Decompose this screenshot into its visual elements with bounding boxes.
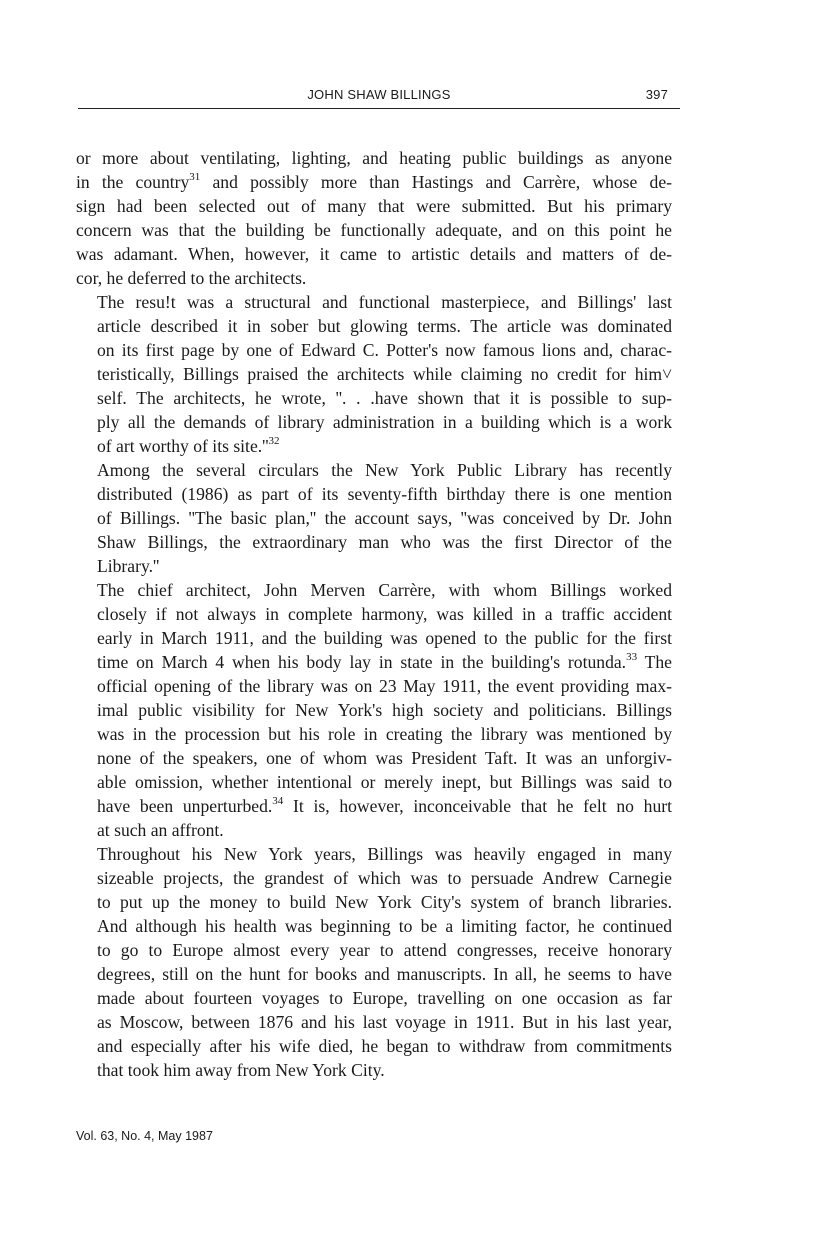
text-line: was in the procession but his role in creating the library was mentioned by bbox=[97, 724, 672, 744]
text-line bbox=[76, 170, 672, 194]
text-segment: in the country bbox=[76, 172, 190, 192]
text-line: imal public visibility for New York's high society and politicians. Billings bbox=[97, 700, 672, 720]
text-line bbox=[76, 650, 672, 674]
text-line: Among the several circulars the New York Public Library has recently bbox=[97, 460, 672, 480]
text-segment: time on March 4 when his body lay in state in the building's rotunda. bbox=[97, 652, 627, 672]
article-body bbox=[76, 146, 672, 1082]
text-line: on its first page by one of Edward C. Potter's now famous lions and, charac- bbox=[97, 340, 672, 360]
text-line: at such an affront. bbox=[97, 820, 224, 840]
paragraph-3 bbox=[76, 458, 672, 578]
text-segment: and possibly more than Hastings and Carrère, whose de- bbox=[212, 172, 672, 192]
text-line bbox=[76, 362, 672, 386]
header-rule bbox=[78, 108, 680, 109]
stray-print-mark: ˅ bbox=[662, 364, 672, 384]
running-title: JOHN SHAW BILLINGS bbox=[307, 87, 451, 102]
text-line: to put up the money to build New York City's system of branch libraries. bbox=[97, 892, 672, 912]
running-header bbox=[78, 84, 680, 104]
text-line: closely if not always in complete harmony, was killed in a traffic accident bbox=[97, 604, 672, 624]
journal-citation: Vol. 63, No. 4, May 1987 bbox=[76, 1129, 213, 1143]
text-line: to go to Europe almost every year to attend congresses, receive honorary bbox=[97, 940, 672, 960]
page-number: 397 bbox=[645, 87, 668, 102]
text-line: or more about ventilating, lighting, and heating public buildings as anyone bbox=[76, 148, 672, 168]
paragraph-5 bbox=[76, 842, 672, 1082]
text-line: able omission, whether intentional or merely inept, but Billings was said to bbox=[97, 772, 672, 792]
footnote-ref-34: 34 bbox=[272, 795, 284, 808]
text-line: was adamant. When, however, it came to artistic details and matters of de- bbox=[76, 244, 672, 264]
text-line: Library.'' bbox=[97, 556, 160, 576]
text-line: official opening of the library was on 23 May 1911, the event providing max- bbox=[97, 676, 672, 696]
text-line: early in March 1911, and the building was opened to the public for the first bbox=[97, 628, 672, 648]
paragraph-2 bbox=[76, 290, 672, 458]
text-line: cor, he deferred to the architects. bbox=[76, 268, 307, 288]
text-line bbox=[76, 794, 672, 818]
text-line: The resu!t was a structural and functional masterpiece, and Billings' last bbox=[97, 292, 672, 312]
text-segment: of art worthy of its site.'' bbox=[97, 436, 269, 456]
footnote-ref-31: 31 bbox=[189, 171, 201, 184]
text-line: of Billings. ''The basic plan,'' the account says, ''was conceived by Dr. John bbox=[97, 508, 672, 528]
text-line: The chief architect, John Merven Carrère, with whom Billings worked bbox=[97, 580, 672, 600]
text-line: ply all the demands of library administration in a building which is a work bbox=[97, 412, 672, 432]
text-line: Throughout his New York years, Billings was heavily engaged in many bbox=[97, 844, 672, 864]
text-line bbox=[76, 434, 672, 458]
text-line: Shaw Billings, the extraordinary man who was the first Director of the bbox=[97, 532, 672, 552]
text-line: none of the speakers, one of whom was President Taft. It was an unforgiv- bbox=[97, 748, 672, 768]
paragraph-4 bbox=[76, 578, 672, 842]
text-line: sign had been selected out of many that were submitted. But his primary bbox=[76, 196, 672, 216]
text-line: article described it in sober but glowing terms. The article was dominated bbox=[97, 316, 672, 336]
text-line: sizeable projects, the grandest of which was to persuade Andrew Carnegie bbox=[97, 868, 672, 888]
text-segment: teristically, Billings praised the architects while claiming no credit for him bbox=[97, 364, 663, 384]
text-line: made about fourteen voyages to Europe, travelling on one occasion as far bbox=[97, 988, 672, 1008]
text-line: distributed (1986) as part of its seventy-fifth birthday there is one mention bbox=[97, 484, 672, 504]
text-line: as Moscow, between 1876 and his last voyage in 1911. But in his last year, bbox=[97, 1012, 672, 1032]
text-segment: It is, however, inconceivable that he felt no hurt bbox=[293, 796, 672, 816]
text-segment: The bbox=[644, 652, 672, 672]
paragraph-1 bbox=[76, 146, 672, 290]
footnote-ref-33: 33 bbox=[626, 651, 638, 664]
footnote-ref-32: 32 bbox=[268, 435, 280, 448]
text-line: And although his health was beginning to be a limiting factor, he continued bbox=[97, 916, 672, 936]
text-segment: have been unperturbed. bbox=[97, 796, 273, 816]
text-line: degrees, still on the hunt for books and manuscripts. In all, he seems to have bbox=[97, 964, 672, 984]
text-line: concern was that the building be functionally adequate, and on this point he bbox=[76, 220, 672, 240]
text-line: self. The architects, he wrote, ''. . .have shown that it is possible to sup- bbox=[97, 388, 672, 408]
text-line: and especially after his wife died, he began to withdraw from commitments bbox=[97, 1036, 672, 1056]
text-line: that took him away from New York City. bbox=[97, 1060, 385, 1080]
